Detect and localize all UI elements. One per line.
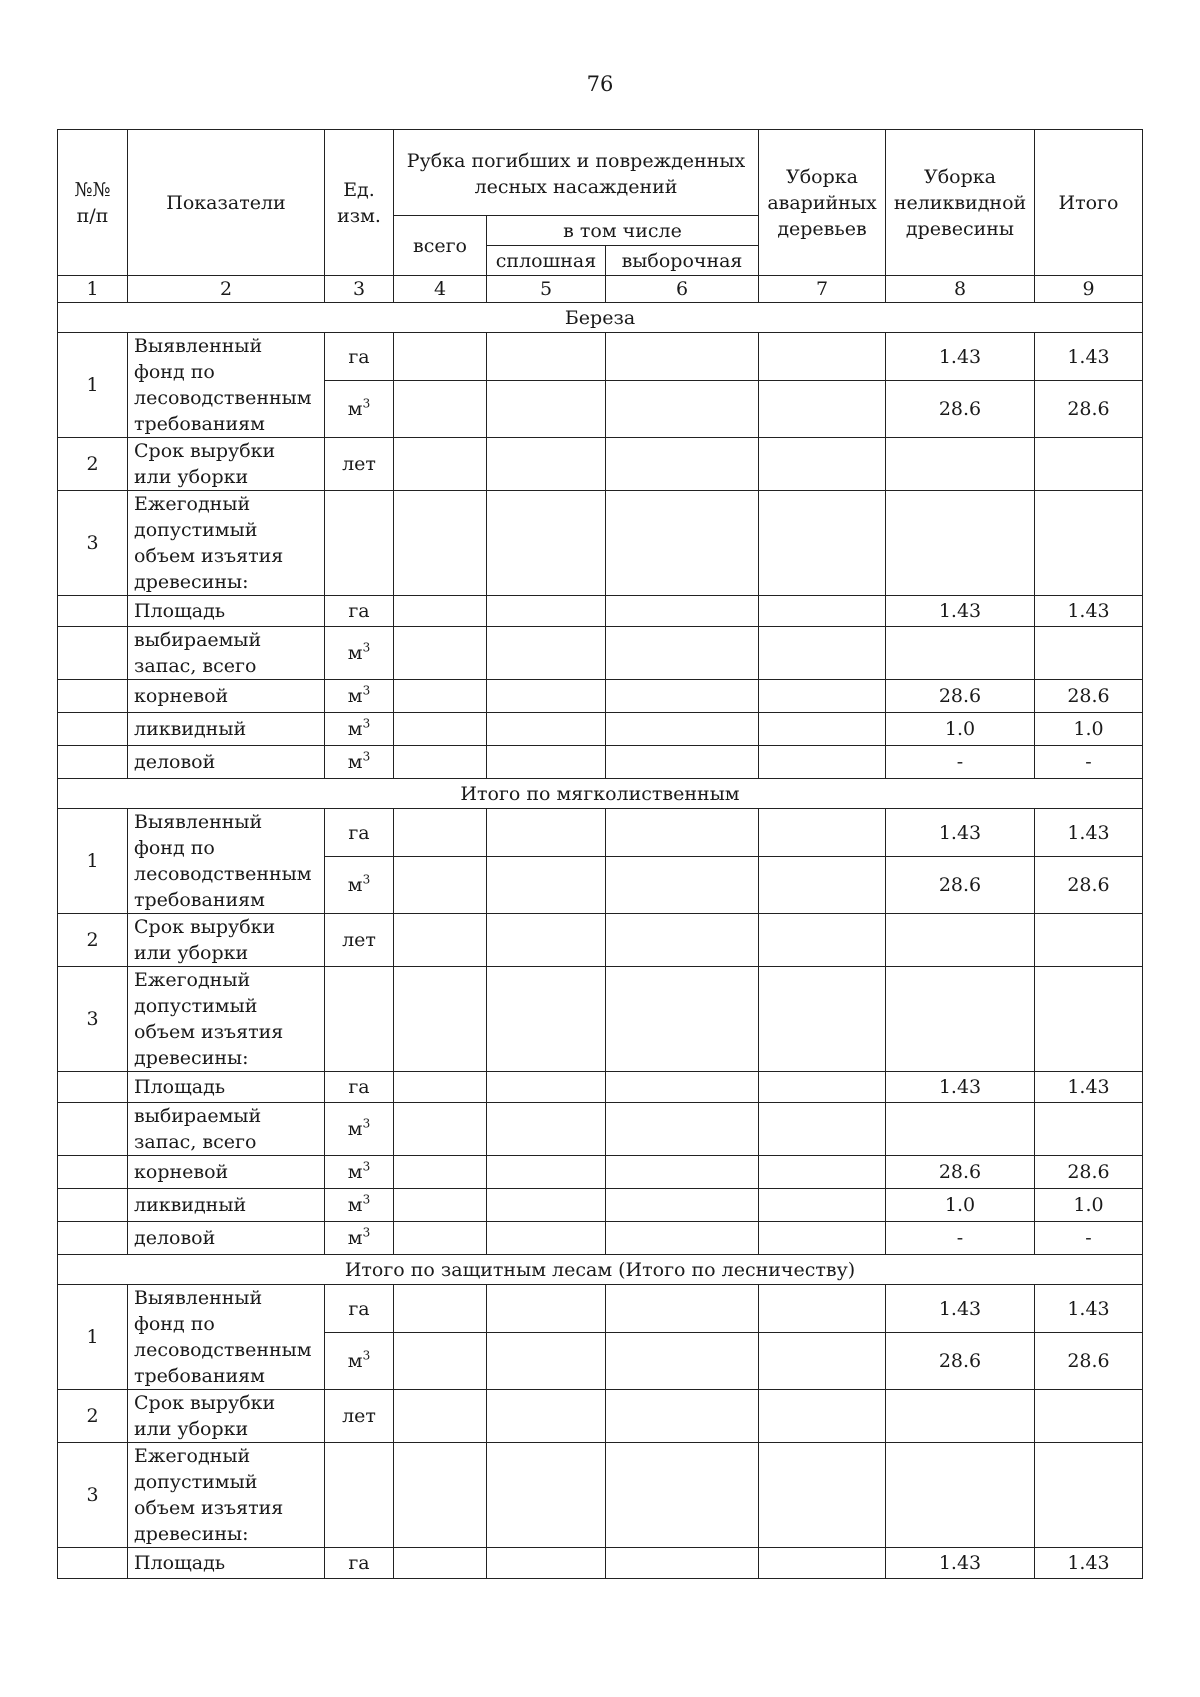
indicator-stock: выбираемый запас, всего (128, 627, 325, 680)
header-emergency-trees: Уборка аварийных деревьев (759, 130, 886, 276)
indicator-fund: Выявленный фонд по лесоводственным требованиям (128, 333, 325, 438)
indicator-root: корневой (128, 1156, 325, 1189)
header-felling-group: Рубка погибших и поврежденных лесных насаждений (394, 130, 759, 216)
indicator-term: Срок вырубки или уборки (128, 438, 325, 491)
unit-ha: га (325, 1285, 394, 1333)
unit-m3: $м^3$ (325, 1333, 394, 1390)
header-selective: выборочная (606, 246, 759, 276)
section-title: Береза (58, 303, 1143, 333)
row-number: 3 (58, 1443, 128, 1548)
indicator-annual: Ежегодный допустимый объем изъятия древесины: (128, 1443, 325, 1548)
indicator-root: корневой (128, 680, 325, 713)
col-num-9: 9 (1035, 276, 1143, 303)
indicator-area: Площадь (128, 1548, 325, 1579)
row-number: 1 (58, 333, 128, 438)
indicator-annual: Ежегодный допустимый объем изъятия древесины: (128, 491, 325, 596)
value-col8: 1.0 (886, 713, 1035, 746)
header-indicators: Показатели (128, 130, 325, 276)
value-col8: 1.43 (886, 333, 1035, 381)
row-number: 1 (58, 809, 128, 914)
value-col8: 1.43 (886, 1072, 1035, 1103)
indicator-area: Площадь (128, 1072, 325, 1103)
indicator-business: деловой (128, 1222, 325, 1255)
value-col9: 1.43 (1035, 333, 1143, 381)
unit-m3: $м^3$ (325, 746, 394, 779)
value-col8: 28.6 (886, 381, 1035, 438)
unit-m3: $м^3$ (325, 381, 394, 438)
value-col8: 28.6 (886, 857, 1035, 914)
unit-m3: $м^3$ (325, 680, 394, 713)
header-unit: Ед. изм. (325, 130, 394, 276)
unit-years: лет (325, 1390, 394, 1443)
header-all: всего (394, 216, 487, 276)
unit-years: лет (325, 914, 394, 967)
header-total: Итого (1035, 130, 1143, 276)
row-number: 3 (58, 491, 128, 596)
indicator-liquid: ликвидный (128, 713, 325, 746)
indicator-term: Срок вырубки или уборки (128, 914, 325, 967)
col-num-3: 3 (325, 276, 394, 303)
unit-m3: $м^3$ (325, 627, 394, 680)
indicator-fund: Выявленный фонд по лесоводственным требованиям (128, 809, 325, 914)
value-col8: - (886, 1222, 1035, 1255)
col-num-1: 1 (58, 276, 128, 303)
value-col8: 1.43 (886, 1285, 1035, 1333)
unit-ha: га (325, 333, 394, 381)
value-col8: 1.43 (886, 596, 1035, 627)
unit-m3: $м^3$ (325, 1189, 394, 1222)
value-col9: 28.6 (1035, 381, 1143, 438)
unit-m3: $м^3$ (325, 1156, 394, 1189)
value-col9: 1.43 (1035, 596, 1143, 627)
unit-m3: $м^3$ (325, 713, 394, 746)
row-number: 2 (58, 438, 128, 491)
unit-ha: га (325, 596, 394, 627)
unit-ha: га (325, 809, 394, 857)
value-col8: 28.6 (886, 1156, 1035, 1189)
indicator-fund: Выявленный фонд по лесоводственным требованиям (128, 1285, 325, 1390)
col-num-6: 6 (606, 276, 759, 303)
page-number: 76 (586, 72, 614, 96)
value-col9: 1.0 (1035, 1189, 1143, 1222)
row-number: 2 (58, 1390, 128, 1443)
col-num-2: 2 (128, 276, 325, 303)
value-col9: 1.0 (1035, 713, 1143, 746)
col-num-5: 5 (487, 276, 606, 303)
value-col9: 28.6 (1035, 1156, 1143, 1189)
row-number: 2 (58, 914, 128, 967)
unit-ha: га (325, 1072, 394, 1103)
value-col9: 28.6 (1035, 680, 1143, 713)
section-title: Итого по мягколиственным (58, 779, 1143, 809)
value-col9: 1.43 (1035, 809, 1143, 857)
value-col9: - (1035, 1222, 1143, 1255)
col-num-4: 4 (394, 276, 487, 303)
value-col9: 1.43 (1035, 1548, 1143, 1579)
indicator-area: Площадь (128, 596, 325, 627)
col-num-7: 7 (759, 276, 886, 303)
unit-years: лет (325, 438, 394, 491)
value-col8: 1.43 (886, 1548, 1035, 1579)
value-col9: 28.6 (1035, 857, 1143, 914)
indicator-annual: Ежегодный допустимый объем изъятия древесины: (128, 967, 325, 1072)
value-col8: 1.0 (886, 1189, 1035, 1222)
header-clear-cut: сплошная (487, 246, 606, 276)
value-col9: 28.6 (1035, 1333, 1143, 1390)
row-number: 1 (58, 1285, 128, 1390)
unit-m3: $м^3$ (325, 1222, 394, 1255)
indicator-business: деловой (128, 746, 325, 779)
indicator-liquid: ликвидный (128, 1189, 325, 1222)
header-illiquid-wood: Уборка неликвидной древесины (886, 130, 1035, 276)
indicator-stock: выбираемый запас, всего (128, 1103, 325, 1156)
section-title: Итого по защитным лесам (Итого по лесничеству) (58, 1255, 1143, 1285)
value-col8: - (886, 746, 1035, 779)
forest-cutting-table (57, 129, 1143, 1579)
col-num-8: 8 (886, 276, 1035, 303)
header-number: №№ п/п (58, 130, 128, 276)
value-col8: 28.6 (886, 1333, 1035, 1390)
unit-m3: $м^3$ (325, 1103, 394, 1156)
unit-ha: га (325, 1548, 394, 1579)
header-including: в том числе (487, 216, 759, 246)
value-col8: 28.6 (886, 680, 1035, 713)
row-number: 3 (58, 967, 128, 1072)
unit-m3: $м^3$ (325, 857, 394, 914)
value-col9: 1.43 (1035, 1072, 1143, 1103)
value-col9: 1.43 (1035, 1285, 1143, 1333)
value-col8: 1.43 (886, 809, 1035, 857)
indicator-term: Срок вырубки или уборки (128, 1390, 325, 1443)
value-col9: - (1035, 746, 1143, 779)
